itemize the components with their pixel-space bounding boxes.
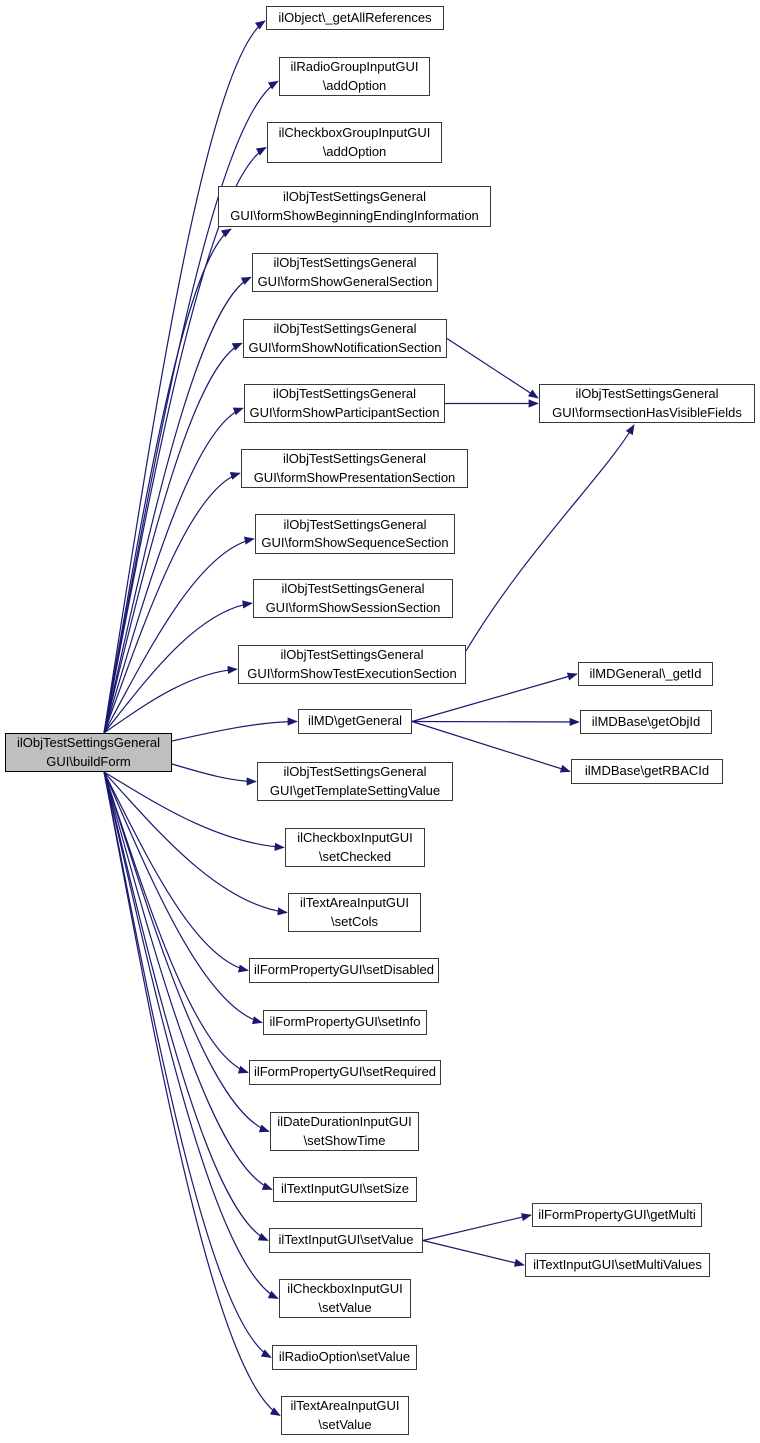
node-formShowSequenceSection[interactable] — [255, 514, 455, 554]
node-label-line: \setCols — [331, 913, 378, 929]
node-getTemplateSettingValue[interactable] — [257, 762, 453, 801]
node-label-line: ilObject\_getAllReferences — [278, 9, 432, 25]
node-checkboxGroupAddOption[interactable] — [267, 122, 442, 163]
edge-setValueText-setMultiValues — [423, 1241, 524, 1266]
node-label-line: ilRadioOption\setValue — [278, 1349, 411, 1365]
node-label-line: ilDateDurationInputGUI — [277, 1114, 412, 1129]
node-label-line: ilTextAreaInputGUI — [290, 1398, 400, 1413]
node-label-line: ilObjTestSettingsGeneral — [273, 255, 417, 270]
edge-formShowNotificationSection-formsectionHasVisibleFields — [447, 339, 538, 399]
node-label-line: ilCheckboxInputGUI — [287, 1281, 403, 1296]
node-setValueCheckbox[interactable] — [279, 1279, 411, 1318]
node-label-line: \setChecked — [318, 848, 392, 864]
node-formShowParticipantSection[interactable] — [244, 384, 445, 423]
node-setShowTime[interactable] — [270, 1112, 419, 1151]
node-setInfo[interactable] — [263, 1010, 427, 1035]
node-label-line: ilObjTestSettingsGeneral — [280, 647, 424, 662]
node-label-line: ilFormPropertyGUI\setRequired — [253, 1064, 437, 1080]
node-label-line: ilFormPropertyGUI\setDisabled — [254, 962, 434, 978]
node-label-line: ilObjTestSettingsGeneral — [272, 386, 417, 401]
node-label-line: ilFormPropertyGUI\getMulti — [538, 1206, 696, 1222]
node-setValueRadio[interactable] — [272, 1345, 417, 1370]
node-label-line: ilObjTestSettingsGeneral — [282, 451, 427, 466]
node-label-line: ilMD\getGeneral — [308, 713, 402, 729]
node-setDisabled[interactable] — [249, 958, 439, 983]
node-getAllReferences[interactable] — [266, 6, 444, 30]
node-label-line: ilObjTestSettingsGeneral — [273, 321, 417, 336]
node-label-line: ilObjTestSettingsGeneral — [283, 516, 427, 532]
node-label-line: GUI\formShowPresentationSection — [253, 469, 456, 485]
node-label-line: GUI\buildForm — [46, 753, 131, 769]
node-label-line: ilTextAreaInputGUI — [299, 895, 410, 910]
node-label-line: GUI\getTemplateSettingValue — [269, 782, 441, 798]
edge-getGeneral-getObjId — [412, 722, 579, 723]
node-label-line: GUI\formShowSessionSection — [265, 599, 441, 615]
node-label-line: GUI\formShowGeneralSection — [257, 273, 433, 289]
node-label-line: GUI\formShowParticipantSection — [249, 404, 440, 420]
node-setCols[interactable] — [288, 893, 421, 932]
edge-buildForm-getTemplateSettingValue — [172, 764, 256, 782]
node-label-line: ilTextInputGUI\setSize — [281, 1181, 409, 1197]
node-buildForm[interactable] — [5, 733, 172, 772]
node-getMulti[interactable] — [532, 1203, 702, 1227]
node-label-line: ilMDGeneral\_getId — [589, 665, 702, 681]
edge-buildForm-getGeneral — [172, 722, 297, 742]
node-setRequired[interactable] — [249, 1060, 441, 1085]
edge-buildForm-setShowTime — [104, 772, 269, 1132]
node-label-line: ilTextInputGUI\setMultiValues — [533, 1256, 702, 1272]
node-label-line: ilObjTestSettingsGeneral — [575, 386, 719, 401]
node-formShowTestExecutionSection[interactable] — [238, 645, 466, 684]
node-label-line: ilCheckboxGroupInputGUI — [278, 125, 431, 140]
node-radioAddOption[interactable] — [279, 57, 430, 96]
node-setMultiValues[interactable] — [525, 1253, 710, 1277]
edge-buildForm-setValueText — [104, 772, 268, 1241]
node-label-line: ilObjTestSettingsGeneral — [16, 735, 161, 750]
node-setValueText[interactable] — [269, 1228, 423, 1253]
node-label-line: ilMDBase\getObjId — [591, 713, 701, 729]
node-label-line: GUI\formShowBeginningEndingInformation — [230, 207, 479, 223]
node-setValueTextArea[interactable] — [281, 1396, 409, 1435]
node-setSize[interactable] — [273, 1177, 417, 1202]
node-label-line: \setValue — [318, 1299, 372, 1315]
edge-buildForm-formShowSessionSection — [104, 603, 252, 733]
node-formShowSessionSection[interactable] — [253, 579, 453, 618]
node-getObjId[interactable] — [580, 710, 712, 734]
edge-buildForm-formShowParticipantSection — [104, 408, 243, 733]
edge-formShowTestExecutionSection-formsectionHasVisibleFields — [466, 425, 634, 651]
node-label-line: \addOption — [322, 143, 387, 159]
node-label-line: ilRadioGroupInputGUI — [290, 59, 419, 74]
edge-buildForm-setSize — [104, 772, 272, 1190]
node-label-line: GUI\formsectionHasVisibleFields — [552, 404, 742, 420]
edge-setValueText-getMulti — [423, 1215, 531, 1241]
node-formsectionHasVisibleFields[interactable] — [539, 384, 755, 423]
node-label-line: ilObjTestSettingsGeneral — [282, 189, 427, 204]
node-label-line: GUI\formShowSequenceSection — [261, 535, 449, 550]
node-label-line: ilCheckboxInputGUI — [297, 830, 413, 845]
node-label-line: \setValue — [318, 1416, 372, 1432]
node-getRBACId[interactable] — [571, 759, 723, 784]
edge-buildForm-setDisabled — [104, 772, 248, 971]
node-label-line: GUI\formShowNotificationSection — [248, 339, 442, 355]
node-formShowGeneralSection[interactable] — [252, 253, 438, 292]
node-formShowNotificationSection[interactable] — [243, 319, 447, 358]
node-label-line: ilObjTestSettingsGeneral — [283, 764, 427, 779]
node-label-line: GUI\formShowTestExecutionSection — [247, 665, 457, 681]
edge-buildForm-setRequired — [104, 772, 248, 1073]
node-formShowPresentationSection[interactable] — [241, 449, 468, 488]
node-label-line: ilFormPropertyGUI\setInfo — [269, 1014, 421, 1030]
node-label-line: ilObjTestSettingsGeneral — [281, 581, 425, 596]
node-label-line: \addOption — [322, 77, 387, 93]
node-label-line: ilTextInputGUI\setValue — [278, 1232, 414, 1248]
node-mdGetId[interactable] — [578, 662, 713, 686]
node-label-line: \setShowTime — [303, 1132, 386, 1148]
node-label-line: ilMDBase\getRBACId — [584, 763, 710, 779]
node-formShowBeginningEndingInformation[interactable] — [218, 186, 491, 227]
node-getGeneral[interactable] — [298, 709, 412, 734]
node-setChecked[interactable] — [285, 828, 425, 867]
